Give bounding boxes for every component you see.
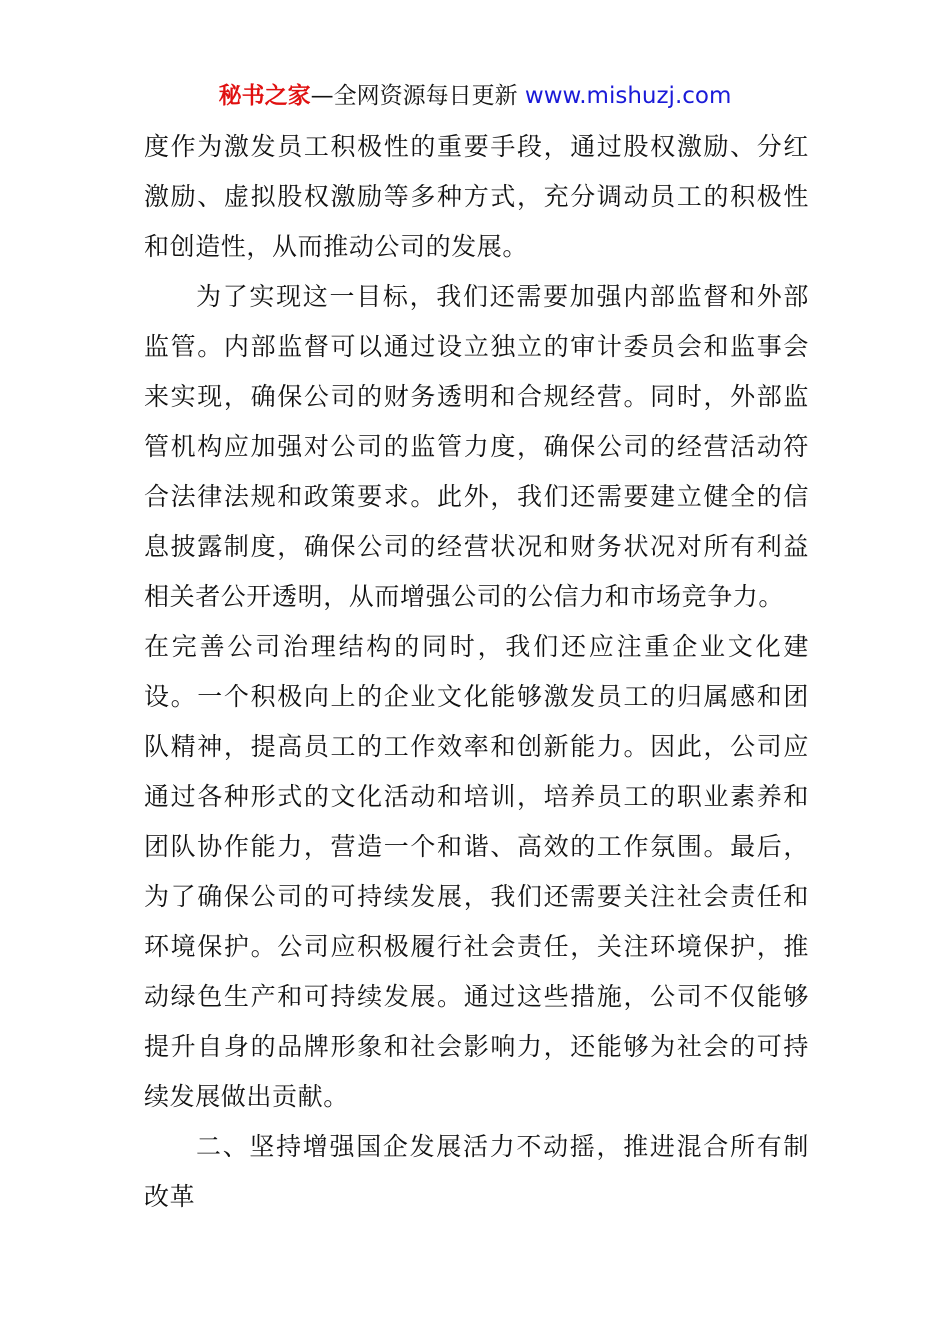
site-header (0, 78, 950, 114)
paragraph-culture: 在完善公司治理结构的同时，我们还应注重企业文化建设。一个积极向上的企业文化能够激发员工的归属感和团队精神，提高员工的工作效率和创新能力。因此，公司应通过各种形式的文化活动和培训，培养员工的职业素养和团队协作能力，营造一个和谐、高效的工作氛围。最后，为了确保公司的可持续发展，我们还需要关注社会责任和环境保护。公司应积极履行社会责任，关注环境保护，推动绿色生产和可持续发展。通过这些措施，公司不仅能够提升自身的品牌形象和社会影响力，还能够为社会的可持续发展做出贡献。 (144, 632, 809, 1111)
site-brand: 秘书之家 (218, 83, 311, 109)
paragraph-continuation: 度作为激发员工积极性的重要手段，通过股权激励、分红激励、虚拟股权激励等多种方式，充分调动员工的积极性和创造性，从而推动公司的发展。 (144, 132, 809, 261)
site-url[interactable]: www.mishuzj.com (524, 83, 732, 109)
section-heading: 二、坚持增强国企发展活力不动摇，推进混合所有制改革 (144, 1132, 809, 1211)
site-tagline: —全网资源每日更新 (310, 83, 525, 109)
paragraph-supervision: 为了实现这一目标，我们还需要加强内部监督和外部监管。内部监督可以通过设立独立的审计委员会和监事会来实现，确保公司的财务透明和合规经营。同时，外部监管机构应加强对公司的监管力度，确保公司的经营活动符合法律法规和政策要求。此外，我们还需要建立健全的信息披露制度，确保公司的经营状况和财务状况对所有利益相关者公开透明，从而增强公司的公信力和市场竞争力。 (144, 282, 809, 611)
document-body (144, 122, 809, 1222)
